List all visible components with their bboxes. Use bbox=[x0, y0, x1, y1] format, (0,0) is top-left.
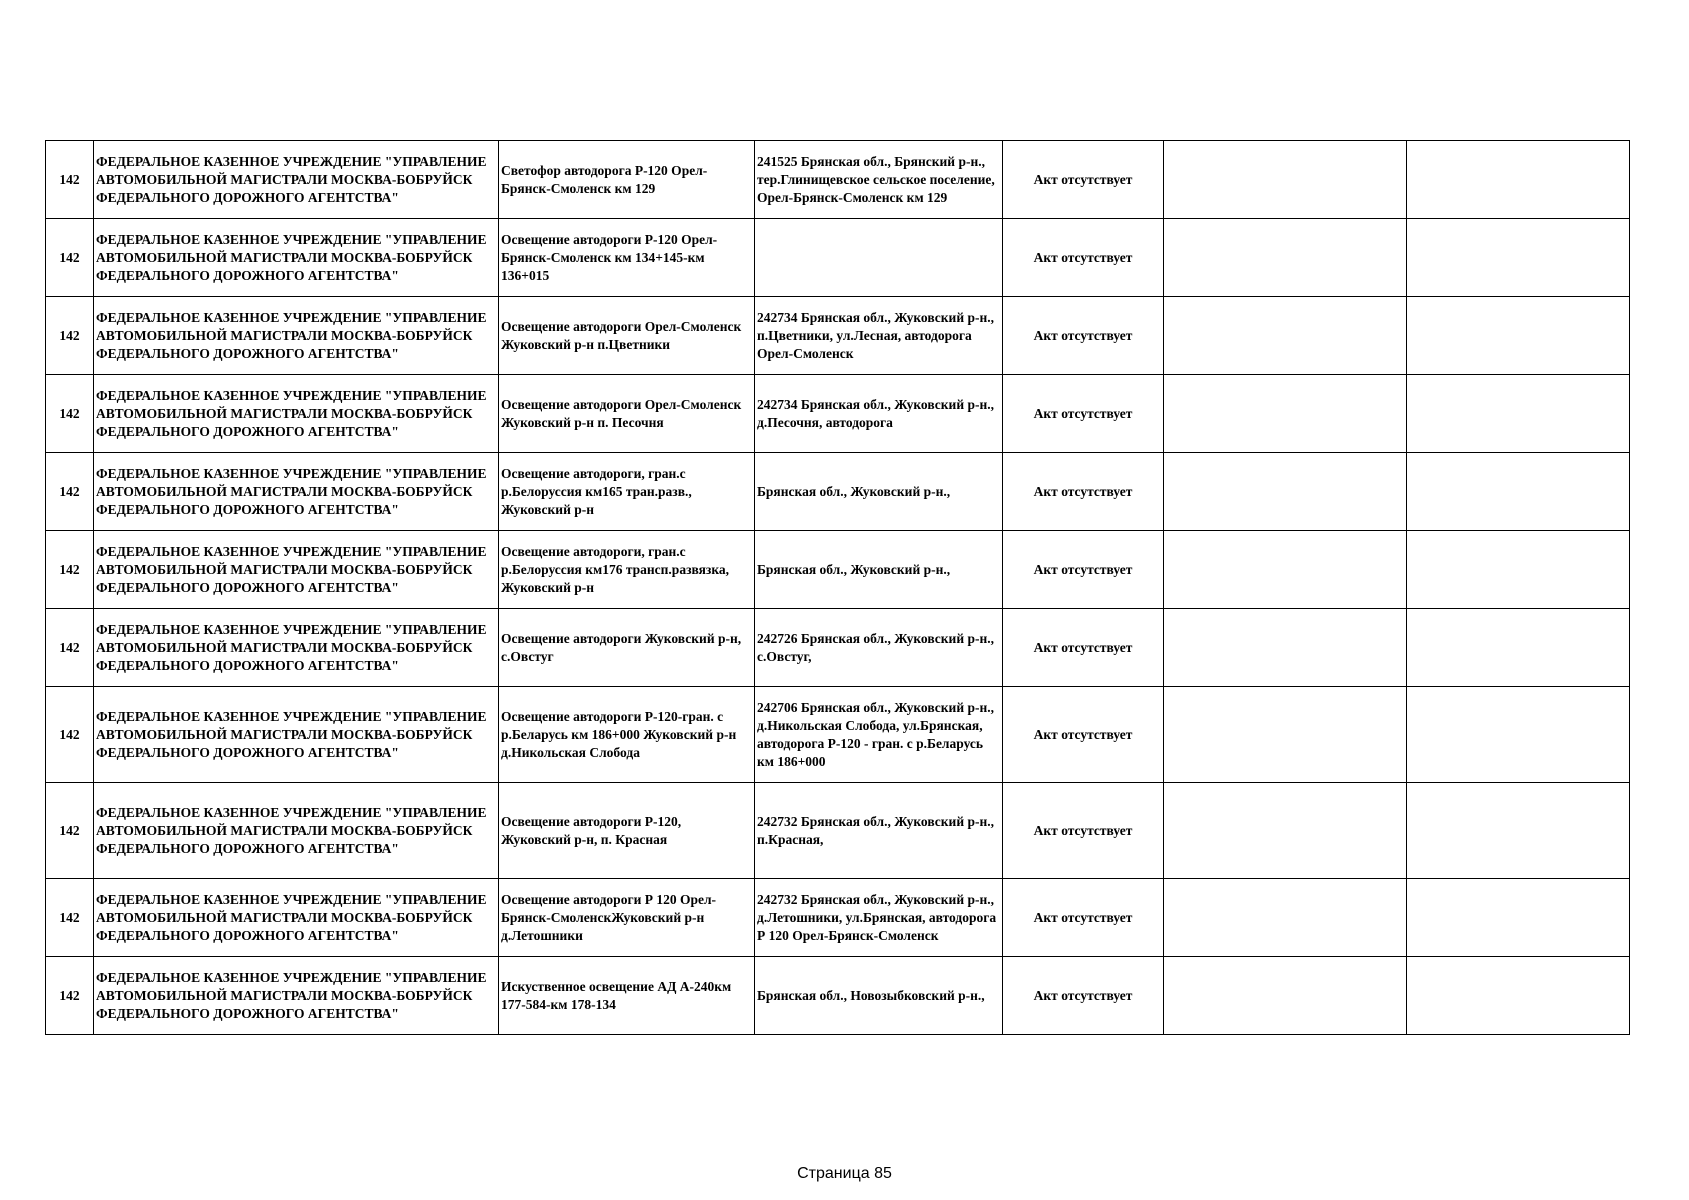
empty-cell bbox=[1164, 297, 1407, 375]
row-number: 142 bbox=[46, 531, 94, 609]
empty-cell bbox=[1164, 783, 1407, 879]
table-row bbox=[46, 687, 1630, 783]
empty-cell bbox=[1164, 687, 1407, 783]
empty-cell bbox=[1164, 375, 1407, 453]
row-number: 142 bbox=[46, 687, 94, 783]
act-status: Акт отсутствует bbox=[1003, 879, 1164, 957]
object-address: 242726 Брянская обл., Жуковский р-н., с.Овстуг, bbox=[755, 609, 1003, 687]
organization-name: ФЕДЕРАЛЬНОЕ КАЗЕННОЕ УЧРЕЖДЕНИЕ "УПРАВЛЕНИЕ АВТОМОБИЛЬНОЙ МАГИСТРАЛИ МОСКВА-БОБРУЙСК ФЕДЕРАЛЬНОГО ДОРОЖНОГО АГЕНТСТВА" bbox=[94, 879, 499, 957]
empty-cell bbox=[1407, 297, 1630, 375]
act-status: Акт отсутствует bbox=[1003, 375, 1164, 453]
object-address: Брянская обл., Жуковский р-н., bbox=[755, 453, 1003, 531]
table-row bbox=[46, 453, 1630, 531]
object-description: Освещение автодороги Р-120, Жуковский р-н, п. Красная bbox=[499, 783, 755, 879]
empty-cell bbox=[1407, 783, 1630, 879]
object-address: Брянская обл., Новозыбковский р-н., bbox=[755, 957, 1003, 1035]
act-status: Акт отсутствует bbox=[1003, 219, 1164, 297]
row-number: 142 bbox=[46, 375, 94, 453]
empty-cell bbox=[1407, 453, 1630, 531]
organization-name: ФЕДЕРАЛЬНОЕ КАЗЕННОЕ УЧРЕЖДЕНИЕ "УПРАВЛЕНИЕ АВТОМОБИЛЬНОЙ МАГИСТРАЛИ МОСКВА-БОБРУЙСК ФЕДЕРАЛЬНОГО ДОРОЖНОГО АГЕНТСТВА" bbox=[94, 141, 499, 219]
row-number: 142 bbox=[46, 957, 94, 1035]
empty-cell bbox=[1164, 219, 1407, 297]
table-row bbox=[46, 879, 1630, 957]
object-address: 241525 Брянская обл., Брянский р-н., тер.Глинищевское сельское поселение, Орел-Брянск-Смоленск км 129 bbox=[755, 141, 1003, 219]
organization-name: ФЕДЕРАЛЬНОЕ КАЗЕННОЕ УЧРЕЖДЕНИЕ "УПРАВЛЕНИЕ АВТОМОБИЛЬНОЙ МАГИСТРАЛИ МОСКВА-БОБРУЙСК ФЕДЕРАЛЬНОГО ДОРОЖНОГО АГЕНТСТВА" bbox=[94, 957, 499, 1035]
table-row bbox=[46, 531, 1630, 609]
registry-table bbox=[45, 140, 1630, 1035]
organization-name: ФЕДЕРАЛЬНОЕ КАЗЕННОЕ УЧРЕЖДЕНИЕ "УПРАВЛЕНИЕ АВТОМОБИЛЬНОЙ МАГИСТРАЛИ МОСКВА-БОБРУЙСК ФЕДЕРАЛЬНОГО ДОРОЖНОГО АГЕНТСТВА" bbox=[94, 687, 499, 783]
object-description: Освещение автодороги Орел-Смоленск Жуковский р-н п.Цветники bbox=[499, 297, 755, 375]
table-row bbox=[46, 297, 1630, 375]
table-row bbox=[46, 141, 1630, 219]
empty-cell bbox=[1407, 141, 1630, 219]
object-address: Брянская обл., Жуковский р-н., bbox=[755, 531, 1003, 609]
organization-name: ФЕДЕРАЛЬНОЕ КАЗЕННОЕ УЧРЕЖДЕНИЕ "УПРАВЛЕНИЕ АВТОМОБИЛЬНОЙ МАГИСТРАЛИ МОСКВА-БОБРУЙСК ФЕДЕРАЛЬНОГО ДОРОЖНОГО АГЕНТСТВА" bbox=[94, 297, 499, 375]
act-status: Акт отсутствует bbox=[1003, 453, 1164, 531]
table-row bbox=[46, 375, 1630, 453]
row-number: 142 bbox=[46, 783, 94, 879]
empty-cell bbox=[1407, 375, 1630, 453]
page-number: Страница 85 bbox=[797, 1165, 892, 1182]
act-status: Акт отсутствует bbox=[1003, 687, 1164, 783]
table-row bbox=[46, 783, 1630, 879]
organization-name: ФЕДЕРАЛЬНОЕ КАЗЕННОЕ УЧРЕЖДЕНИЕ "УПРАВЛЕНИЕ АВТОМОБИЛЬНОЙ МАГИСТРАЛИ МОСКВА-БОБРУЙСК ФЕДЕРАЛЬНОГО ДОРОЖНОГО АГЕНТСТВА" bbox=[94, 783, 499, 879]
row-number: 142 bbox=[46, 297, 94, 375]
row-number: 142 bbox=[46, 609, 94, 687]
empty-cell bbox=[1407, 531, 1630, 609]
empty-cell bbox=[1164, 879, 1407, 957]
empty-cell bbox=[1407, 687, 1630, 783]
object-description: Освещение автодороги, гран.с р.Белоруссия км176 трансп.развязка, Жуковский р-н bbox=[499, 531, 755, 609]
empty-cell bbox=[1407, 609, 1630, 687]
table-row bbox=[46, 957, 1630, 1035]
empty-cell bbox=[1407, 957, 1630, 1035]
empty-cell bbox=[1164, 141, 1407, 219]
act-status: Акт отсутствует bbox=[1003, 957, 1164, 1035]
object-description: Освещение автодороги, гран.с р.Белоруссия км165 тран.разв., Жуковский р-н bbox=[499, 453, 755, 531]
object-address: 242706 Брянская обл., Жуковский р-н., д.Никольская Слобода, ул.Брянская, автодорога Р-120 - гран. с р.Беларусь км 186+000 bbox=[755, 687, 1003, 783]
object-description: Освещение автодороги Жуковский р-н, с.Овстуг bbox=[499, 609, 755, 687]
object-description: Освещение автодороги Р 120 Орел-Брянск-СмоленскЖуковский р-н д.Летошники bbox=[499, 879, 755, 957]
act-status: Акт отсутствует bbox=[1003, 297, 1164, 375]
act-status: Акт отсутствует bbox=[1003, 531, 1164, 609]
empty-cell bbox=[1407, 219, 1630, 297]
empty-cell bbox=[1164, 957, 1407, 1035]
row-number: 142 bbox=[46, 453, 94, 531]
organization-name: ФЕДЕРАЛЬНОЕ КАЗЕННОЕ УЧРЕЖДЕНИЕ "УПРАВЛЕНИЕ АВТОМОБИЛЬНОЙ МАГИСТРАЛИ МОСКВА-БОБРУЙСК ФЕДЕРАЛЬНОГО ДОРОЖНОГО АГЕНТСТВА" bbox=[94, 453, 499, 531]
empty-cell bbox=[1164, 453, 1407, 531]
object-description: Освещение автодороги Орел-Смоленск Жуковский р-н п. Песочня bbox=[499, 375, 755, 453]
object-description: Искуственное освещение АД А-240км 177-584-км 178-134 bbox=[499, 957, 755, 1035]
empty-cell bbox=[1407, 879, 1630, 957]
object-address: 242734 Брянская обл., Жуковский р-н., д.Песочня, автодорога bbox=[755, 375, 1003, 453]
act-status: Акт отсутствует bbox=[1003, 141, 1164, 219]
object-address bbox=[755, 219, 1003, 297]
object-description: Светофор автодорога Р-120 Орел-Брянск-Смоленск км 129 bbox=[499, 141, 755, 219]
row-number: 142 bbox=[46, 141, 94, 219]
row-number: 142 bbox=[46, 219, 94, 297]
organization-name: ФЕДЕРАЛЬНОЕ КАЗЕННОЕ УЧРЕЖДЕНИЕ "УПРАВЛЕНИЕ АВТОМОБИЛЬНОЙ МАГИСТРАЛИ МОСКВА-БОБРУЙСК ФЕДЕРАЛЬНОГО ДОРОЖНОГО АГЕНТСТВА" bbox=[94, 375, 499, 453]
organization-name: ФЕДЕРАЛЬНОЕ КАЗЕННОЕ УЧРЕЖДЕНИЕ "УПРАВЛЕНИЕ АВТОМОБИЛЬНОЙ МАГИСТРАЛИ МОСКВА-БОБРУЙСК ФЕДЕРАЛЬНОГО ДОРОЖНОГО АГЕНТСТВА" bbox=[94, 219, 499, 297]
table-row bbox=[46, 609, 1630, 687]
empty-cell bbox=[1164, 609, 1407, 687]
object-address: 242732 Брянская обл., Жуковский р-н., д.Летошники, ул.Брянская, автодорога Р 120 Орел-Брянск-Смоленск bbox=[755, 879, 1003, 957]
table-row bbox=[46, 219, 1630, 297]
row-number: 142 bbox=[46, 879, 94, 957]
object-address: 242734 Брянская обл., Жуковский р-н., п.Цветники, ул.Лесная, автодорога Орел-Смоленск bbox=[755, 297, 1003, 375]
empty-cell bbox=[1164, 531, 1407, 609]
organization-name: ФЕДЕРАЛЬНОЕ КАЗЕННОЕ УЧРЕЖДЕНИЕ "УПРАВЛЕНИЕ АВТОМОБИЛЬНОЙ МАГИСТРАЛИ МОСКВА-БОБРУЙСК ФЕДЕРАЛЬНОГО ДОРОЖНОГО АГЕНТСТВА" bbox=[94, 609, 499, 687]
object-address: 242732 Брянская обл., Жуковский р-н., п.Красная, bbox=[755, 783, 1003, 879]
organization-name: ФЕДЕРАЛЬНОЕ КАЗЕННОЕ УЧРЕЖДЕНИЕ "УПРАВЛЕНИЕ АВТОМОБИЛЬНОЙ МАГИСТРАЛИ МОСКВА-БОБРУЙСК ФЕДЕРАЛЬНОГО ДОРОЖНОГО АГЕНТСТВА" bbox=[94, 531, 499, 609]
object-description: Освещение автодороги Р-120 Орел-Брянск-Смоленск км 134+145-км 136+015 bbox=[499, 219, 755, 297]
act-status: Акт отсутствует bbox=[1003, 783, 1164, 879]
object-description: Освещение автодороги Р-120-гран. с р.Беларусь км 186+000 Жуковский р-н д.Никольская Слобода bbox=[499, 687, 755, 783]
act-status: Акт отсутствует bbox=[1003, 609, 1164, 687]
